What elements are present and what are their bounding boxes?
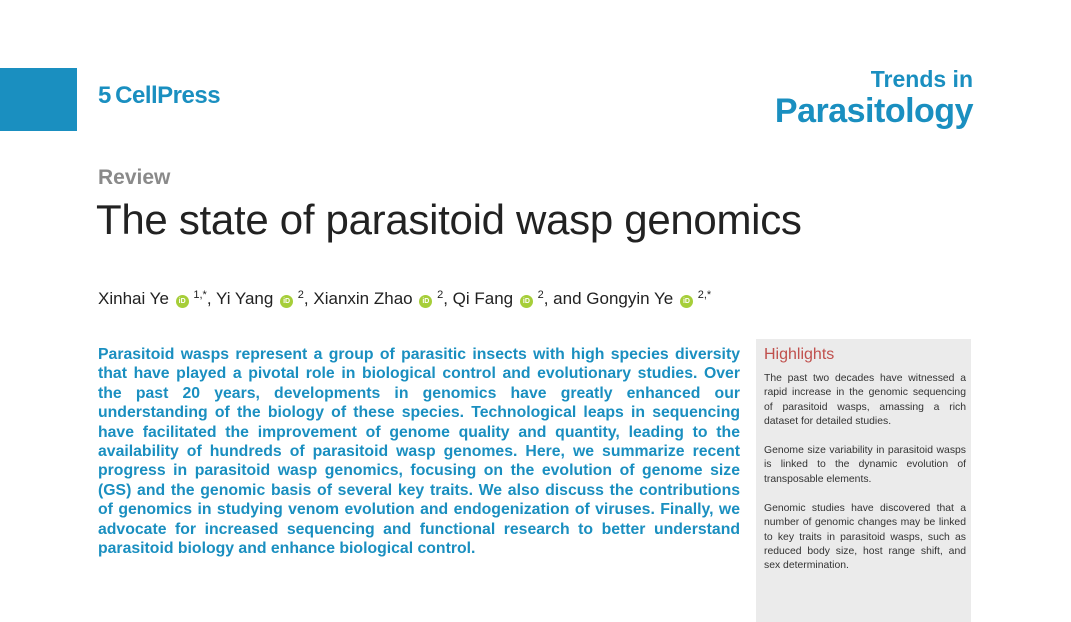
orcid-icon[interactable]: iD bbox=[680, 295, 693, 308]
abstract: Parasitoid wasps represent a group of parasitic insects with high species diversity that have played a pivotal role in biological control and evolutionary studies. Over the past 20 years, developments in genomics have greatly enhanced our understanding of the biology of these species. Technological leaps in sequencing have facilitated the improvement of genome quality and quantity, leading to the availability of hundreds of parasitoid wasp genomes. Here, we summarize recent progress in parasitoid wasp genomics, focusing on the evolution of genome size (GS) and the genomic basis of several key traits. We also discuss the contributions of genomics in studying venom evolution and endogenization of viruses. Finally, we advocate for increased sequencing and functional research to better understand parasitoid biology and enhance biological control. bbox=[98, 346, 740, 558]
author-separator: , and bbox=[543, 289, 587, 308]
affiliation-marker: 2 bbox=[437, 289, 444, 301]
orcid-icon[interactable]: iD bbox=[520, 295, 533, 308]
journal-name-line2: Parasitology bbox=[774, 92, 973, 130]
highlights-list bbox=[764, 372, 966, 589]
highlights-box bbox=[756, 339, 971, 622]
orcid-icon[interactable]: iD bbox=[176, 295, 189, 308]
highlight-item: Genomic studies have discovered that a number of genomic changes may be linked to key traits in parasitoid wasps, such as reduced body size, host range shift, and sex determination. bbox=[764, 503, 966, 572]
cellpress-logo[interactable]: 5 CellPress bbox=[98, 82, 221, 109]
affiliation-marker: 2 bbox=[297, 289, 304, 301]
author-separator: , bbox=[303, 289, 314, 308]
article-type: Review bbox=[98, 166, 171, 189]
author-name: Yi Yang bbox=[215, 289, 274, 308]
author-name: Qi Fang bbox=[452, 289, 514, 308]
journal-name-line1: Trends in bbox=[870, 66, 973, 92]
affiliation-marker: 2,* bbox=[697, 289, 712, 301]
brand-color-block bbox=[0, 68, 77, 131]
highlight-item: The past two decades have witnessed a rapid increase in the genomic sequencing of parasitoid wasps, amassing a rich dataset for detailed studies. bbox=[764, 373, 966, 427]
article-title: The state of parasitoid wasp genomics bbox=[96, 196, 802, 243]
highlight-item: Genome size variability in parasitoid wasps is linked to the dynamic evolution of transposable elements. bbox=[764, 445, 966, 485]
orcid-icon[interactable]: iD bbox=[280, 295, 293, 308]
author-separator: , bbox=[443, 289, 453, 308]
affiliation-marker: 1,* bbox=[193, 289, 207, 301]
author-name: Xianxin Zhao bbox=[313, 289, 413, 308]
affiliation-marker: 2 bbox=[537, 289, 544, 301]
journal-logo[interactable] bbox=[775, 66, 973, 130]
author-list bbox=[98, 289, 711, 309]
author-separator: , bbox=[206, 289, 216, 308]
highlights-title: Highlights bbox=[764, 346, 835, 363]
author-name: Xinhai Ye bbox=[98, 289, 169, 308]
orcid-icon[interactable]: iD bbox=[419, 295, 432, 308]
author-name: Gongyin Ye bbox=[586, 289, 674, 308]
